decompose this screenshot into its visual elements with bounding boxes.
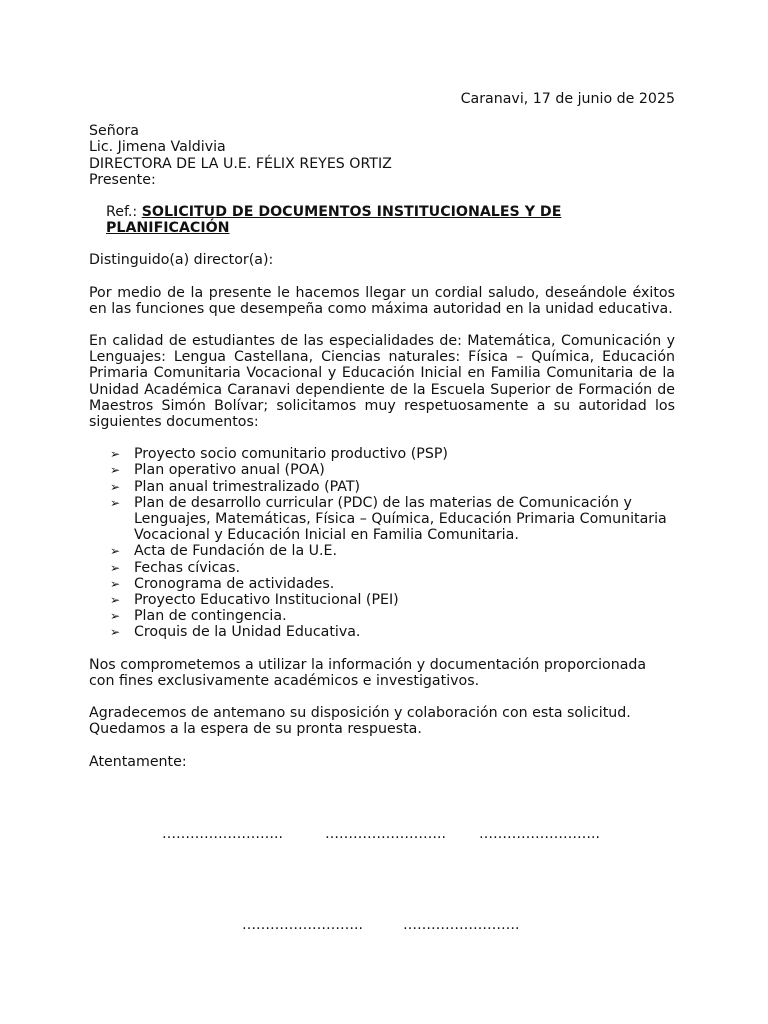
greeting: Distinguido(a) director(a):: [89, 252, 274, 269]
list-item-text: Plan de contingencia.: [134, 608, 287, 625]
list-item-text: Proyecto socio comunitario productivo (PSP): [134, 446, 448, 463]
paragraph-commitment: Nos comprometemos a utilizar la información y documentación proporcionada con fines exclusivamente académicos e investigativos.: [89, 656, 647, 689]
list-item-text: Plan anual trimestralizado (PAT): [134, 478, 361, 495]
paragraph-thanks: Agradecemos de antemano su disposición y colaboración con esta solicitud.: [89, 705, 631, 722]
list-item: [89, 560, 675, 576]
addressee-salutation: Señora: [89, 123, 139, 140]
reference-prefix: Ref.:: [106, 204, 142, 221]
list-item: [89, 446, 675, 462]
list-item-text: Fechas cívicas.: [134, 559, 240, 576]
arrow-bullet-icon: ➢: [110, 544, 121, 559]
list-item-text: Croquis de la Unidad Educativa.: [134, 624, 361, 641]
list-item: [89, 479, 675, 495]
arrow-bullet-icon: ➢: [110, 463, 121, 478]
arrow-bullet-icon: ➢: [110, 495, 121, 510]
arrow-bullet-icon: ➢: [110, 447, 121, 462]
arrow-bullet-icon: ➢: [110, 479, 121, 494]
date-line: Caranavi, 17 de junio de 2025: [460, 91, 675, 107]
signature-line-5: …………………….: [403, 917, 520, 933]
addressee-name: Lic. Jimena Valdivia: [89, 139, 226, 156]
list-item: [89, 592, 675, 608]
addressee-presente: Presente:: [89, 171, 156, 188]
arrow-bullet-icon: ➢: [110, 609, 121, 624]
signature-line-2: ……………………..: [325, 826, 446, 842]
documents-list: [89, 446, 675, 640]
list-item: [89, 608, 675, 624]
addressee-position: DIRECTORA DE LA U.E. FÉLIX REYES ORTIZ: [89, 155, 392, 172]
paragraph-request: En calidad de estudiantes de las especialidades de: Matemática, Comunicación y Lenguajes: Lengua Castellana, Ciencias naturales: Física – Química, Educación Primaria Comunitaria Vocacional y Educación Inicial en Familia Comunitaria de la Unidad Académica Caranavi dependiente de la Escuela Superior de Formación de Maestros Simón Bolívar; solicitamos muy respetuosamente a su autoridad los siguientes documentos:: [89, 333, 675, 431]
addressee-block: [89, 123, 675, 188]
list-item-text: Acta de Fundación de la U.E.: [134, 543, 338, 560]
reference-line: [89, 204, 675, 236]
arrow-bullet-icon: ➢: [110, 593, 121, 608]
arrow-bullet-icon: ➢: [110, 560, 121, 575]
list-item-text: Plan operativo anual (POA): [134, 462, 325, 479]
paragraph-awaiting: Quedamos a la espera de su pronta respuesta.: [89, 721, 422, 738]
list-item: [89, 543, 675, 559]
arrow-bullet-icon: ➢: [110, 576, 121, 591]
arrow-bullet-icon: ➢: [110, 625, 121, 640]
reference-title: SOLICITUD DE DOCUMENTOS INSTITUCIONALES Y DE PLANIFICACIÓN: [106, 204, 562, 237]
list-item-text: Plan de desarrollo curricular (PDC) de las materias de Comunicación y Lenguajes, Matemáticas, Física – Química, Educación Primaria Comunitaria Vocacional y Educación Inicial en Familia Comunitaria.: [134, 494, 667, 544]
letter-body: [89, 91, 675, 770]
list-item: [89, 495, 675, 544]
list-item: [89, 462, 675, 478]
signature-line-3: ……………………..: [479, 826, 600, 842]
list-item-text: Cronograma de actividades.: [134, 575, 335, 592]
list-item-text: Proyecto Educativo Institucional (PEI): [134, 592, 399, 609]
closing: Atentamente:: [89, 753, 187, 770]
signature-line-1: ……………………..: [162, 826, 283, 842]
signature-line-4: ……………………..: [242, 917, 363, 933]
paragraph-intro: Por medio de la presente le hacemos llegar un cordial saludo, deseándole éxitos en las funciones que desempeña como máxima autoridad en la unidad educativa.: [89, 284, 675, 317]
list-item: [89, 576, 675, 592]
list-item: [89, 624, 675, 640]
